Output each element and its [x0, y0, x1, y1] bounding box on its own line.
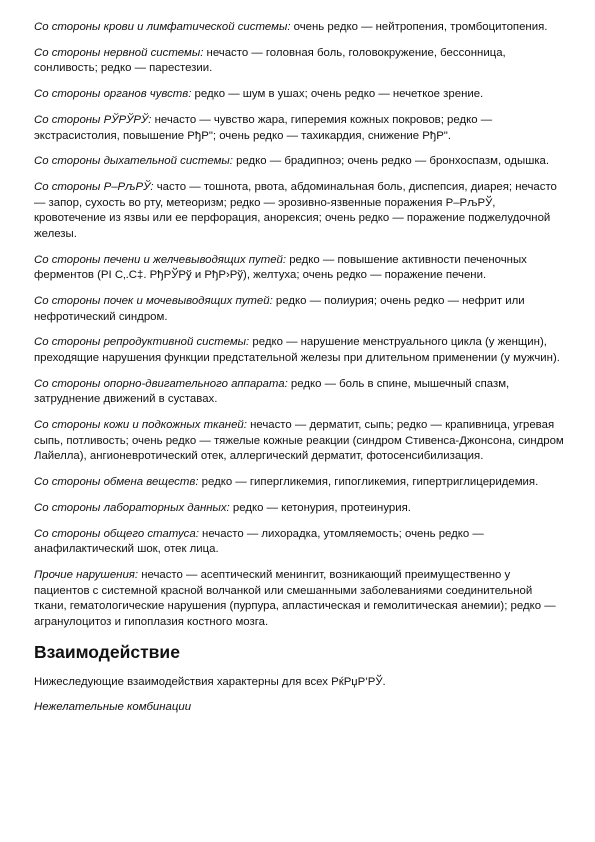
paragraph-lead: Со стороны почек и мочевыводящих путей:: [34, 295, 273, 308]
paragraph-text: редко — гипергликемия, гипогликемия, гипертриглицеридемия.: [198, 476, 539, 489]
paragraph-lead: Со стороны Р–РљРЎ:: [34, 181, 154, 194]
paragraph-text: редко — шум в ушах; очень редко — нечеткое зрение.: [191, 88, 484, 101]
paragraph-text: редко — полиурия; очень редко — нефрит или нефротический синдром.: [34, 295, 525, 323]
side-effect-paragraph: [34, 87, 565, 103]
side-effect-paragraph: [34, 527, 565, 558]
paragraph-lead: Со стороны обмена веществ:: [34, 476, 199, 489]
paragraph-text: редко — брадипноэ; очень редко — бронхоспазм, одышка.: [232, 155, 550, 168]
paragraph-lead: Со стороны крови и лимфатической системы:: [34, 21, 291, 33]
side-effect-paragraph: [34, 501, 565, 517]
paragraph-lead: Со стороны печени и желчевыводящих путей:: [34, 253, 287, 266]
side-effect-paragraph: [34, 46, 565, 77]
paragraph-lead: Со стороны общего статуса:: [34, 527, 199, 540]
paragraph-text: нечасто — дерматит, сыпь; редко — крапивница, угревая сыпь, потливость; очень редко — тяжелые кожные реакции (синдром Стивенса-Джонсона, синдром Лайелла), ангионевротический отек, аллергический дерматит, фотосенсибилизация.: [34, 419, 564, 463]
section-title: Взаимодействие: [34, 641, 180, 662]
side-effect-paragraph: [34, 253, 565, 284]
paragraph-lead: Со стороны дыхательной системы:: [34, 155, 233, 168]
paragraph-text: нечасто — головная боль, головокружение, бессонница, сонливость; редко — парестезии.: [34, 46, 506, 75]
paragraph-text: редко — повышение активности печеночных ферментов (РІ С‚.С‡. РђРЎРў и РђР›Рў), желтуха; очень редко — поражение печени.: [34, 253, 527, 282]
paragraph-lead: Со стороны кожи и подкожных тканей:: [34, 419, 247, 432]
paragraph-lead: Со стороны РЎРЎРЎ:: [34, 113, 152, 126]
paragraph-text: редко — кетонурия, протеинурия.: [229, 501, 411, 514]
paragraph-text: часто — тошнота, рвота, абдоминальная боль, диспепсия, диарея; нечасто — запор, сухость во рту, метеоризм; редко — эрозивно-язвенные поражения Р–РљРЎ, кровотечение из язвы или ее перфорация, анорексия; очень редко — поражение поджелудочной железы.: [34, 181, 557, 240]
side-effect-paragraph: [34, 418, 565, 465]
paragraph-lead: Со стороны органов чувств:: [34, 88, 192, 101]
paragraph-text: нечасто — чувство жара, гиперемия кожных покровов; редко — экстрасистолия, повышение РђР"; очень редко — тахикардия, снижение РђР".: [34, 113, 493, 142]
intro-paragraph: Нижеследующие взаимодействия характерны для всех РќРџР’РЎ.: [34, 675, 386, 688]
paragraph-lead: Со стороны опорно-двигательного аппарата:: [34, 377, 288, 390]
paragraph-text: нечасто — лихорадка, утомляемость; очень редко — анафилактический шок, отек лица.: [34, 527, 484, 556]
side-effect-paragraph: [34, 377, 565, 408]
paragraph-lead: Со стороны лабораторных данных:: [34, 501, 230, 514]
side-effect-paragraph: [34, 568, 565, 630]
side-effect-paragraph: [34, 294, 565, 325]
side-effect-paragraph: [34, 113, 565, 144]
paragraph-text: нечасто — асептический менингит, возникающий преимущественно у пациентов с системной красной волчанкой или смешанными заболеваниями соединительной ткани, гематологические нарушения (пурпура, апластическая и гемолитическая анемии); редко — агранулоцитоз и гипоплазия костного мозга.: [34, 569, 556, 628]
paragraph-lead: Со стороны репродуктивной системы:: [34, 336, 250, 349]
paragraph-text: очень редко — нейтропения, тромбоцитопения.: [290, 21, 548, 33]
subheading: Нежелательные комбинации: [34, 701, 192, 714]
side-effect-paragraph: [34, 475, 565, 491]
paragraph-lead: Прочие нарушения:: [34, 569, 139, 582]
side-effect-paragraph: [34, 20, 565, 36]
paragraph-text: редко — боль в спине, мышечный спазм, затруднение движений в суставах.: [34, 377, 510, 406]
paragraph-text: редко — нарушение менструального цикла (у женщин), преходящие нарушения функции предстательной железы при длительном применении (у мужчин).: [34, 336, 560, 364]
side-effect-paragraph: [34, 335, 565, 366]
side-effect-paragraph: [34, 180, 565, 242]
side-effect-paragraph: [34, 154, 565, 170]
side-effects-list: [34, 20, 565, 630]
paragraph-lead: Со стороны нервной системы:: [34, 46, 204, 59]
